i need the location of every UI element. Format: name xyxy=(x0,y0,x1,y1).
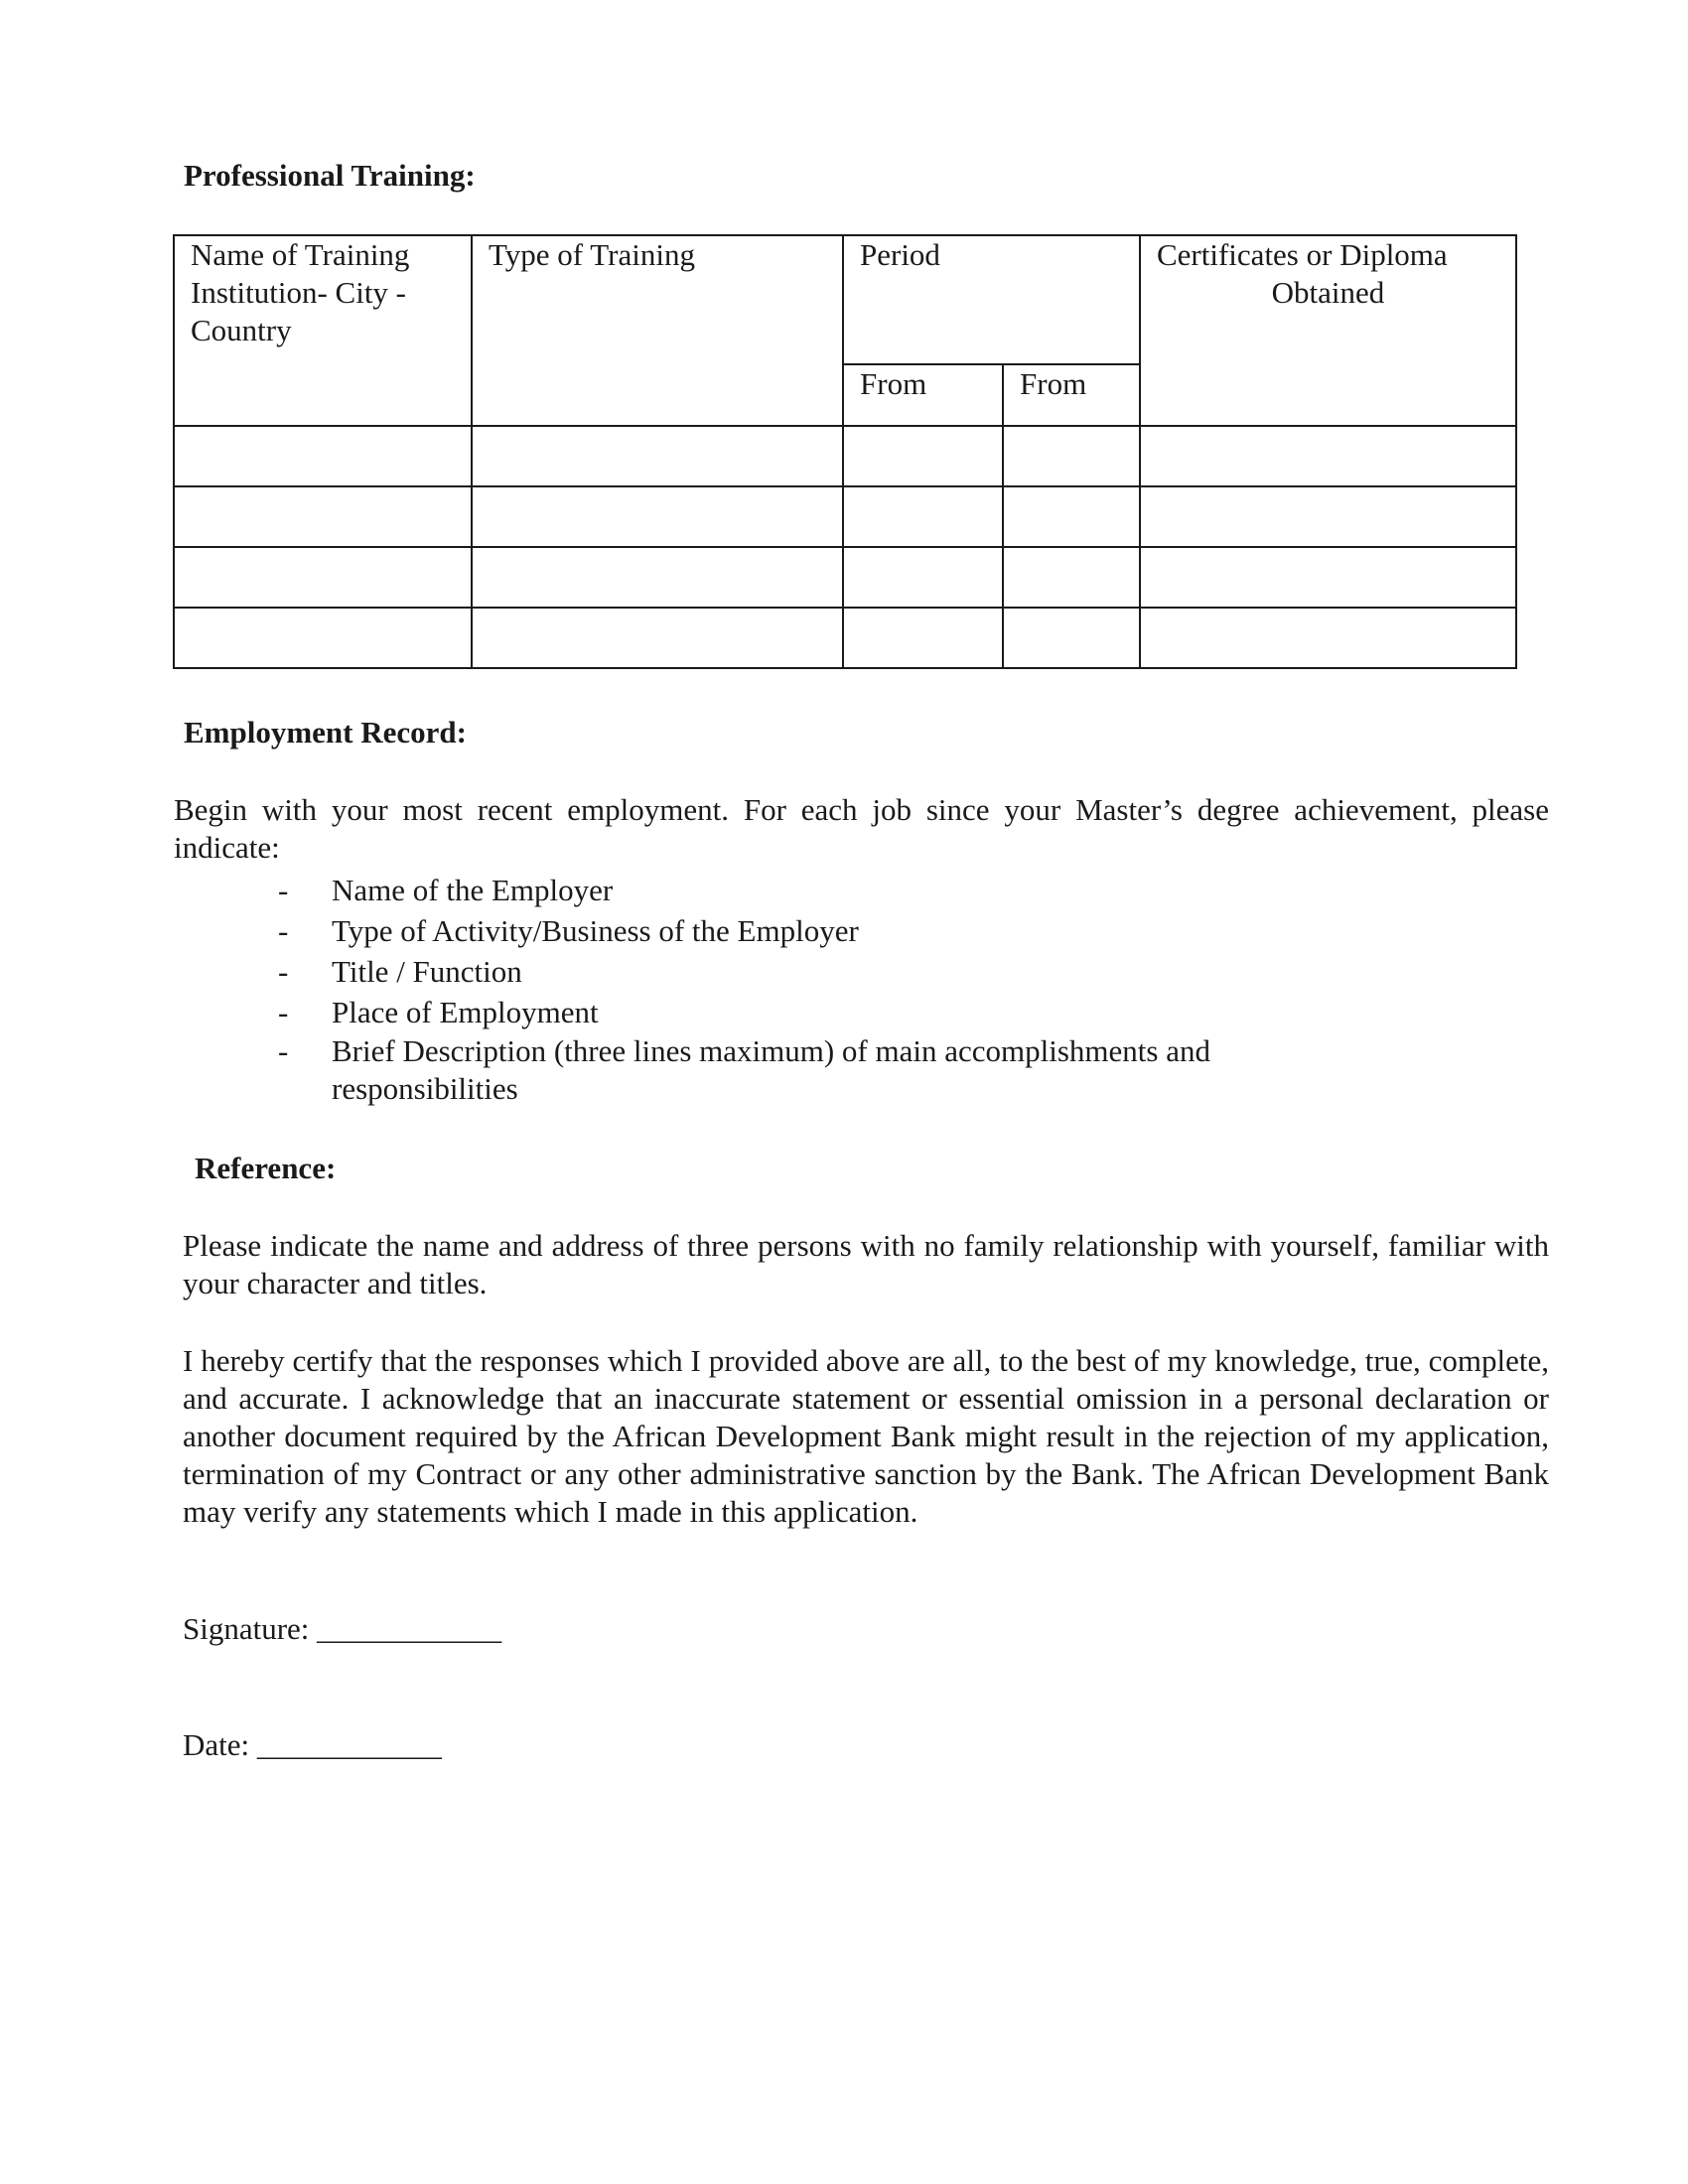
header-name-of-training xyxy=(174,235,472,426)
table-cell[interactable] xyxy=(472,608,843,668)
bullet-text: Title / Function xyxy=(332,954,522,989)
table-cell[interactable] xyxy=(1003,608,1140,668)
table-row xyxy=(174,547,1516,608)
table-row xyxy=(174,426,1516,486)
bullet-text: Place of Employment xyxy=(332,995,599,1029)
signature-field[interactable]: Signature: ____________ xyxy=(183,1611,502,1646)
header-cert-line1: Certificates or Diploma xyxy=(1157,237,1448,272)
employment-intro-line2: indicate: xyxy=(174,830,280,865)
table-cell[interactable] xyxy=(843,426,1003,486)
employment-intro-line1: Begin with your most recent employment. For each job since your Master’s degree achievement, please xyxy=(174,792,1549,827)
table-cell[interactable] xyxy=(472,426,843,486)
list-item xyxy=(278,910,1271,951)
period-from-label: From xyxy=(1020,366,1087,402)
table-cell[interactable] xyxy=(843,486,1003,547)
table-cell[interactable] xyxy=(843,547,1003,608)
reference-text: Please indicate the name and address of three persons with no family relationship with yourself, familiar with your character and titles. xyxy=(183,1228,1549,1300)
table-cell[interactable] xyxy=(472,547,843,608)
header-period xyxy=(843,235,1140,325)
header-cert-line2: Obtained xyxy=(1271,275,1385,310)
table-cell[interactable] xyxy=(1140,486,1516,547)
list-item xyxy=(278,951,1271,992)
table-cell[interactable] xyxy=(174,547,472,608)
training-table xyxy=(173,234,1517,669)
employment-bullet-list xyxy=(278,870,1271,1108)
table-cell[interactable] xyxy=(1003,486,1140,547)
table-row xyxy=(174,486,1516,547)
table-cell[interactable] xyxy=(1140,547,1516,608)
table-cell[interactable] xyxy=(1003,547,1140,608)
date-field[interactable]: Date: ____________ xyxy=(183,1727,442,1762)
header-type-of-training xyxy=(472,235,843,426)
training-heading: Professional Training: xyxy=(184,158,476,193)
training-table-header-row xyxy=(174,235,1516,325)
table-cell[interactable] xyxy=(472,486,843,547)
header-period-label: Period xyxy=(860,237,940,272)
list-item xyxy=(278,870,1271,910)
certification-text: I hereby certify that the responses which I provided above are all, to the best of my knowledge, true, complete, and accurate. I acknowledge that an inaccurate statement or essential omission in a personal declaration or another document required by the African Development Bank might result in the rejection of my application, termination of my Contract or any other administrative sanction by the Bank. The African Development Bank may verify any statements which I made in this application. xyxy=(183,1343,1549,1529)
list-item xyxy=(278,1032,1271,1108)
table-cell[interactable] xyxy=(843,608,1003,668)
bullet-text: Type of Activity/Business of the Employer xyxy=(332,913,859,948)
bullet-dash: - xyxy=(278,913,289,948)
list-item xyxy=(278,992,1271,1032)
bullet-dash: - xyxy=(278,954,289,989)
table-cell[interactable] xyxy=(174,426,472,486)
table-cell[interactable] xyxy=(174,608,472,668)
header-type-label: Type of Training xyxy=(489,237,695,272)
header-name-rest: Institution- City - Country xyxy=(191,275,406,347)
employment-heading: Employment Record: xyxy=(184,715,467,750)
bullet-dash: - xyxy=(278,1033,289,1068)
bullet-text: Name of the Employer xyxy=(332,873,614,907)
header-period-from-1 xyxy=(843,364,1003,426)
table-row xyxy=(174,608,1516,668)
bullet-dash: - xyxy=(278,873,289,907)
header-period-from-2 xyxy=(1003,364,1140,426)
header-name-line1: Name of Training xyxy=(191,237,410,272)
period-from-label: From xyxy=(860,366,927,402)
table-cell[interactable] xyxy=(1140,608,1516,668)
table-cell[interactable] xyxy=(174,486,472,547)
bullet-text: Brief Description (three lines maximum) of main accomplishments and responsibilities xyxy=(332,1033,1210,1106)
table-cell[interactable] xyxy=(1003,426,1140,486)
header-certificates xyxy=(1140,235,1516,426)
reference-heading: Reference: xyxy=(195,1151,337,1185)
header-period-spacer xyxy=(843,325,1140,364)
table-cell[interactable] xyxy=(1140,426,1516,486)
bullet-dash: - xyxy=(278,995,289,1029)
